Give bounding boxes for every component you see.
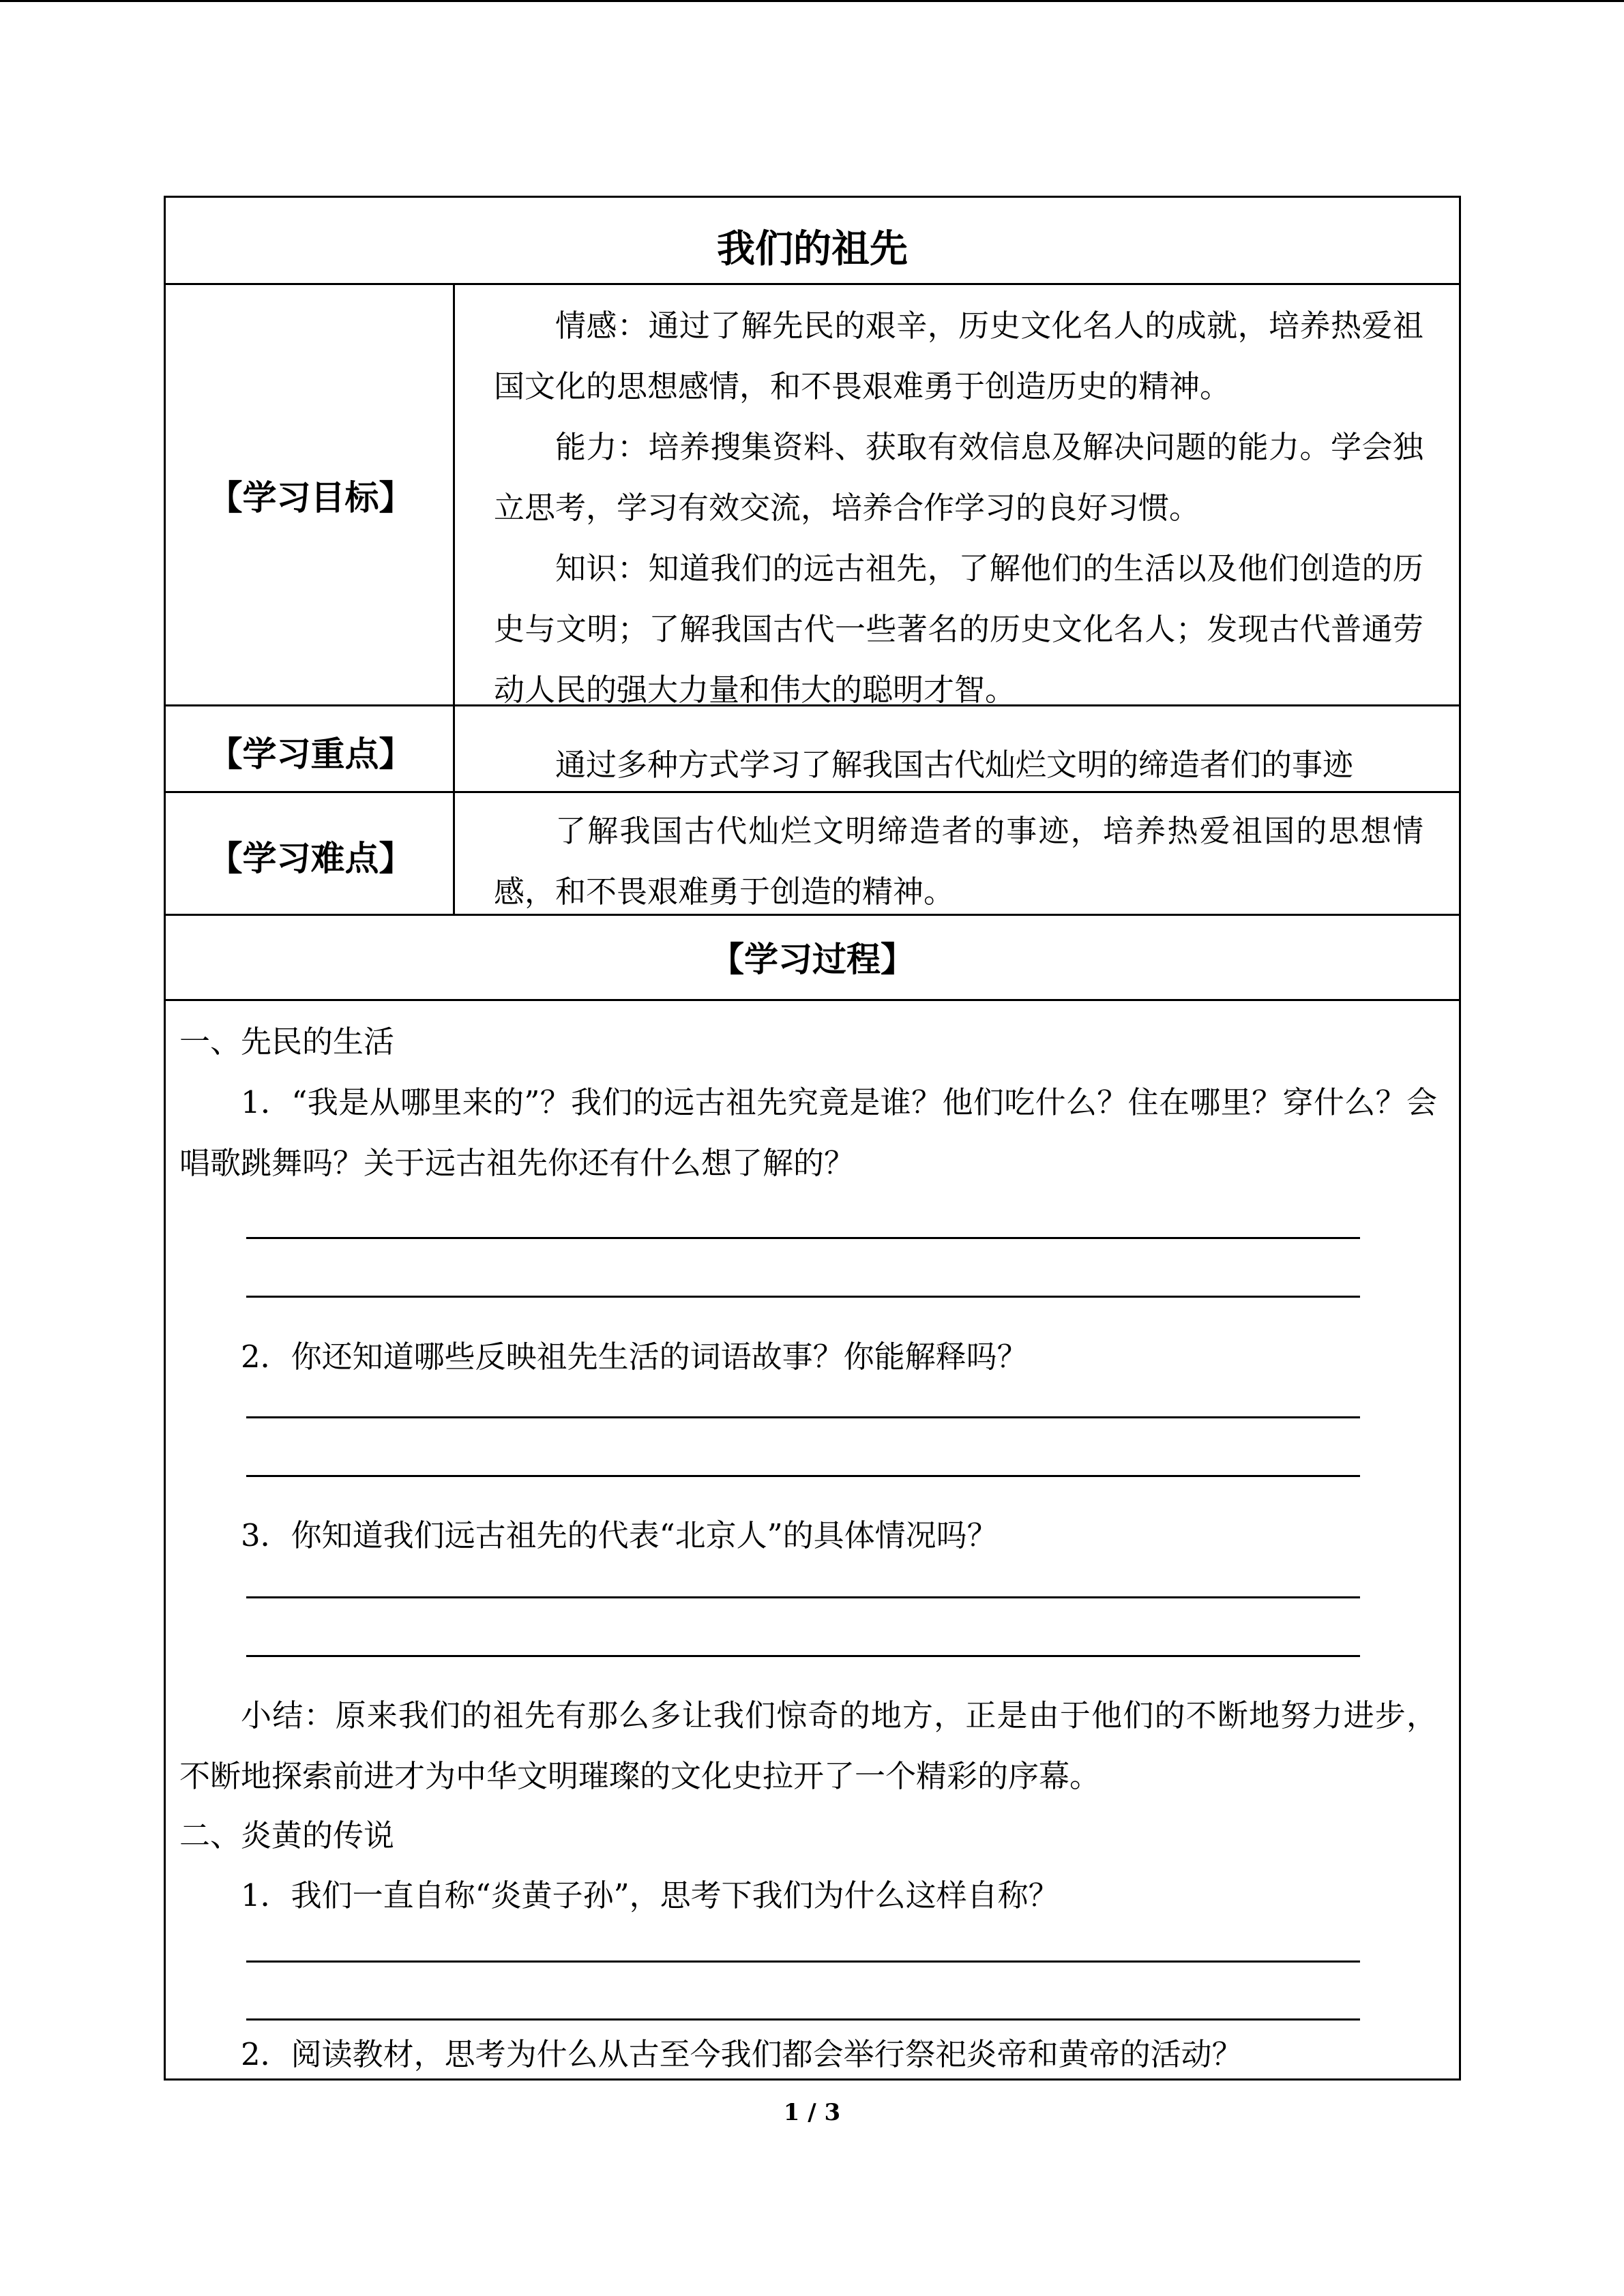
answer-line bbox=[246, 1655, 1360, 1657]
answer-line bbox=[246, 1960, 1360, 1963]
answer-line bbox=[246, 1596, 1360, 1598]
answer-line bbox=[246, 1475, 1360, 1477]
page-number: 1 / 3 bbox=[783, 2099, 841, 2126]
answer-line bbox=[246, 1416, 1360, 1418]
row-divider bbox=[166, 791, 1459, 793]
document-title: 我们的祖先 bbox=[717, 226, 908, 271]
objectives-content bbox=[456, 295, 1459, 720]
answer-line bbox=[246, 1237, 1360, 1239]
row-divider bbox=[166, 704, 1459, 706]
section1-heading: 一、先民的生活 bbox=[179, 1024, 395, 1060]
column-divider bbox=[453, 283, 455, 916]
process-heading: 【学习过程】 bbox=[710, 939, 915, 979]
worksheet-table bbox=[164, 196, 1461, 2081]
page-top-border bbox=[0, 0, 1624, 2]
objectives-label: 【学习目标】 bbox=[208, 477, 413, 518]
row-divider bbox=[166, 914, 1459, 916]
section2-question-1: 1．我们一直自称“炎黄子孙”，思考下我们为什么这样自称？ bbox=[241, 1877, 1059, 1913]
section2-question-2: 2．阅读教材，思考为什么从古至今我们都会举行祭祀炎帝和黄帝的活动？ bbox=[241, 2036, 1243, 2072]
section2-heading: 二、炎黄的传说 bbox=[179, 1817, 395, 1853]
objective-emotion: 情感：通过了解先民的艰辛，历史文化名人的成就，培养热爱祖国文化的思想感情，和不畏艰难勇于创造历史的精神。 bbox=[494, 308, 1423, 404]
section1-question-3: 3．你知道我们远古祖先的代表“北京人”的具体情况吗？ bbox=[241, 1517, 998, 1553]
section1-question-2: 2．你还知道哪些反映祖先生活的词语故事？你能解释吗？ bbox=[241, 1339, 1028, 1375]
difficulties-text: 了解我国古代灿烂文明缔造者的事迹，培养热爱祖国的思想情感，和不畏艰难勇于创造的精神。 bbox=[494, 813, 1423, 910]
objective-knowledge: 知识：知道我们的远古祖先，了解他们的生活以及他们创造的历史与文明；了解我国古代一些著名的历史文化名人；发现古代普通劳动人民的强大力量和伟大的聪明才智。 bbox=[494, 550, 1423, 708]
difficulties-label: 【学习难点】 bbox=[208, 838, 413, 878]
answer-line bbox=[246, 1296, 1360, 1298]
answer-line bbox=[246, 2018, 1360, 2021]
section1-summary: 小结：原来我们的祖先有那么多让我们惊奇的地方，正是由于他们的不断地努力进步，不断地探索前进才为中华文明璀璨的文化史拉开了一个精彩的序幕。 bbox=[179, 1697, 1437, 1794]
row-divider bbox=[166, 999, 1459, 1001]
section1-question-1: 1．“我是从哪里来的”？我们的远古祖先究竟是谁？他们吃什么？住在哪里？穿什么？会唱歌跳舞吗？关于远古祖先你还有什么想了解的？ bbox=[179, 1084, 1437, 1181]
row-divider bbox=[166, 283, 1459, 285]
key-points-text: 通过多种方式学习了解我国古代灿烂文明的缔造者们的事迹 bbox=[555, 747, 1354, 783]
objective-ability: 能力：培养搜集资料、获取有效信息及解决问题的能力。学会独立思考，学习有效交流，培养合作学习的良好习惯。 bbox=[494, 429, 1423, 526]
key-points-label: 【学习重点】 bbox=[208, 734, 413, 774]
